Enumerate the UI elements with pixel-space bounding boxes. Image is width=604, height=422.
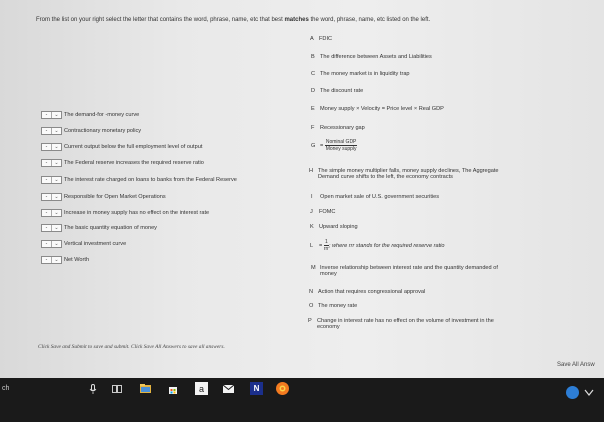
taskbar-search[interactable]: ch bbox=[2, 385, 10, 392]
answer-select-6[interactable]: - ⌄ bbox=[41, 193, 62, 201]
option-a: A FDIC bbox=[310, 36, 333, 42]
answer-select-3[interactable]: - ⌄ bbox=[41, 143, 62, 151]
instructions: From the list on your right select the letter that contains the word, phrase, name, etc that best matches the word, phrase, name, etc listed on the left. bbox=[36, 17, 431, 23]
match-label-9: Vertical investment curve bbox=[64, 240, 127, 247]
answer-select-7[interactable]: - ⌄ bbox=[41, 209, 62, 217]
microphone-icon[interactable] bbox=[86, 382, 99, 395]
match-row-10 bbox=[41, 255, 89, 264]
chevron-down-icon: ⌄ bbox=[54, 193, 59, 200]
option-k: K Upward sloping bbox=[310, 224, 358, 230]
match-row-7 bbox=[41, 208, 209, 217]
mail-icon[interactable] bbox=[222, 382, 235, 395]
chevron-down-icon: ⌄ bbox=[54, 159, 59, 166]
match-label-4: The Federal reserve increases the required reserve ratio bbox=[64, 159, 204, 166]
option-e: E Money supply × Velocity = Price level × Real GDP bbox=[311, 106, 444, 112]
chevron-down-icon: ⌄ bbox=[54, 143, 59, 150]
option-c: C The money market is in liquidity trap bbox=[311, 71, 410, 77]
match-label-1: The demand-for -money curve bbox=[64, 111, 140, 118]
match-row-3 bbox=[41, 142, 202, 151]
chevron-down-icon: ⌄ bbox=[54, 176, 59, 183]
file-explorer-icon[interactable] bbox=[139, 382, 152, 395]
match-row-5 bbox=[41, 175, 237, 184]
option-l: L = $\frac{1}{\text{rrr}}$ ; where rrr stands for the required reserve ratio bbox=[310, 239, 445, 252]
match-label-3: Current output below the full employment level of output bbox=[64, 143, 203, 150]
match-row-2 bbox=[41, 126, 141, 135]
chevron-down-icon: ⌄ bbox=[54, 240, 59, 247]
option-g: G = $\frac{\text{Nominal GDP}}{\text{Money supply}}$ bbox=[311, 139, 357, 152]
app-a-icon[interactable]: a bbox=[195, 382, 208, 395]
option-o: O The money rate bbox=[309, 303, 358, 309]
answer-select-1[interactable]: - ⌄ bbox=[41, 111, 62, 119]
answer-select-10[interactable]: - ⌄ bbox=[41, 256, 62, 264]
match-row-9 bbox=[41, 239, 126, 248]
match-label-5: The interest rate charged on loans to banks from the Federal Reserve bbox=[64, 176, 237, 183]
store-icon[interactable] bbox=[166, 382, 179, 395]
answer-select-5[interactable]: - ⌄ bbox=[41, 176, 62, 184]
option-h: H The simple money multiplier falls, money supply declines, The Aggregate Demand curve shifts to the left, the economy contracts bbox=[309, 168, 499, 180]
browser-icon[interactable] bbox=[276, 382, 289, 395]
answer-select-4[interactable]: - ⌄ bbox=[41, 159, 62, 167]
match-row-8 bbox=[41, 223, 157, 232]
app-n-icon[interactable]: N bbox=[250, 382, 263, 395]
answer-select-8[interactable]: - ⌄ bbox=[41, 224, 62, 232]
option-m: M Inverse relationship between interest rate and the quantity demanded of money bbox=[311, 265, 498, 277]
chevron-down-icon: ⌄ bbox=[54, 224, 59, 231]
match-label-2: Contractionary monetary policy bbox=[64, 127, 142, 134]
option-f: F Recessionary gap bbox=[311, 125, 365, 131]
tray-app-icon[interactable] bbox=[566, 386, 579, 399]
option-j: J FOMC bbox=[310, 209, 336, 215]
answer-select-9[interactable]: - ⌄ bbox=[41, 240, 62, 248]
chevron-down-icon: ⌄ bbox=[54, 127, 59, 134]
match-row-1 bbox=[41, 110, 139, 119]
save-all-answers-button[interactable]: Save All Answ bbox=[557, 362, 595, 368]
option-i: I Open market sale of U.S. government securities bbox=[311, 194, 440, 200]
tray-overflow-icon[interactable] bbox=[582, 386, 595, 399]
footer-instructions: Click Save and Submit to save and submit. Click Save All Answers to save all answers. bbox=[38, 344, 225, 350]
match-label-6: Responsible for Open Market Operations bbox=[64, 193, 166, 200]
match-label-7: Increase in money supply has no effect on the interest rate bbox=[64, 209, 210, 216]
option-n: N Action that requires congressional approval bbox=[309, 289, 426, 295]
chevron-down-icon: ⌄ bbox=[54, 256, 59, 263]
chevron-down-icon: ⌄ bbox=[54, 111, 59, 118]
match-label-10: Net Worth bbox=[64, 256, 90, 263]
option-p: P Change in interest rate has no effect on the volume of investment in the economy bbox=[308, 318, 494, 330]
match-row-6 bbox=[41, 192, 166, 201]
option-b: B The difference between Assets and Liabilities bbox=[311, 54, 432, 60]
answer-select-2[interactable]: - ⌄ bbox=[41, 127, 62, 135]
match-label-8: The basic quantity equation of money bbox=[64, 224, 157, 231]
match-row-4 bbox=[41, 158, 204, 167]
chevron-down-icon: ⌄ bbox=[54, 209, 59, 216]
task-view-icon[interactable] bbox=[110, 382, 123, 395]
option-d: D The discount rate bbox=[311, 88, 364, 94]
